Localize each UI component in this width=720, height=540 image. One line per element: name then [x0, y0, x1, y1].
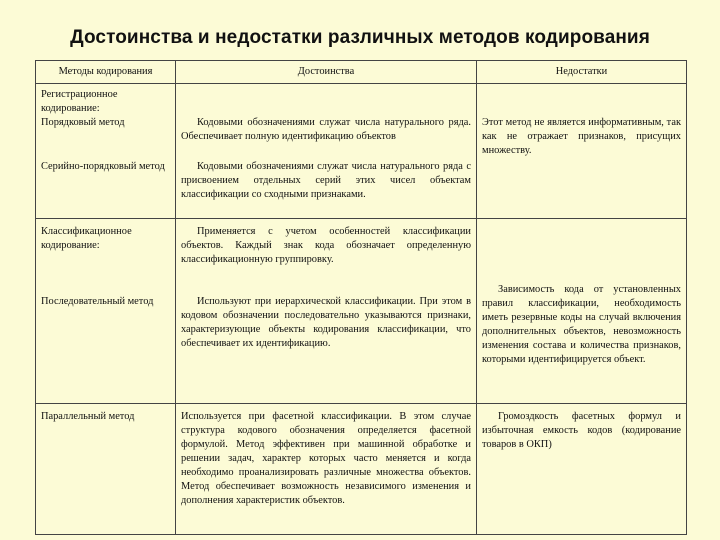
advantage-sequential: Используют при иерархической классификации. При этом в кодовом обозначении последовательно указываются признаки, характеризующие объекты кодирования классификации, что обеспечивает их идентификацию.: [181, 296, 471, 349]
header-advantages: Достоинства: [176, 61, 477, 84]
advantage-parallel: Используется при фасетной классификации. В этом случае структура кодового обозначения определяется фасетной формулой. Метод эффективен при машинной обработке и решении задач, характер которых часто меняется и когда необходимо проанализировать различные множества объектов. Метод обеспечивает возможность независимого изменения и дополнения характеристик объектов.: [181, 411, 471, 506]
header-disadvantages: Недостатки: [477, 61, 687, 84]
disadvantage-sequential: Зависимость кода от установленных правил классификации, необходимость иметь резервные коды на случай включения дополнительных объектов, невозможность изменения состава и количества признаков, которыми идентифицируется объект.: [482, 284, 681, 365]
page-title: Достоинства и недостатки различных методов кодирования: [70, 27, 650, 48]
method-serial-ordinal: Серийно-порядковый метод: [41, 161, 165, 172]
advantage-serial-ordinal: Кодовыми обозначениями служат числа натурального ряда с присвоением отдельных серий этих чисел объектам классификации со сходными признаками.: [181, 161, 471, 200]
table-row: [36, 84, 687, 155]
table-header-row: [36, 61, 687, 84]
disadvantage-parallel: Громоздкость фасетных формул и избыточная емкость кодов (кодирование товаров в ОКП): [482, 411, 681, 450]
header-methods: Методы кодирования: [36, 61, 176, 84]
advantage-classification: Применяется с учетом особенностей классификации объектов. Каждый знак кода обозначает определенную классификационную группировку.: [181, 226, 471, 265]
group-label-registration: Регистрационное кодирование:: [41, 89, 118, 114]
advantage-ordinal: Кодовыми обозначениями служат числа натурального ряда. Обеспечивает полную идентификацию объектов: [181, 117, 471, 142]
method-parallel: Параллельный метод: [41, 411, 135, 422]
coding-methods-table: [35, 60, 687, 535]
group-label-classification: Классификационное кодирование:: [41, 226, 132, 251]
method-sequential: Последовательный метод: [41, 296, 154, 307]
table-row: [36, 219, 687, 290]
disadvantage-ordinal: Этот метод не является информативным, так как не отражает признаков, присущих множеству.: [482, 117, 681, 156]
table-row: [36, 404, 687, 535]
method-ordinal: Порядковый метод: [41, 117, 125, 128]
